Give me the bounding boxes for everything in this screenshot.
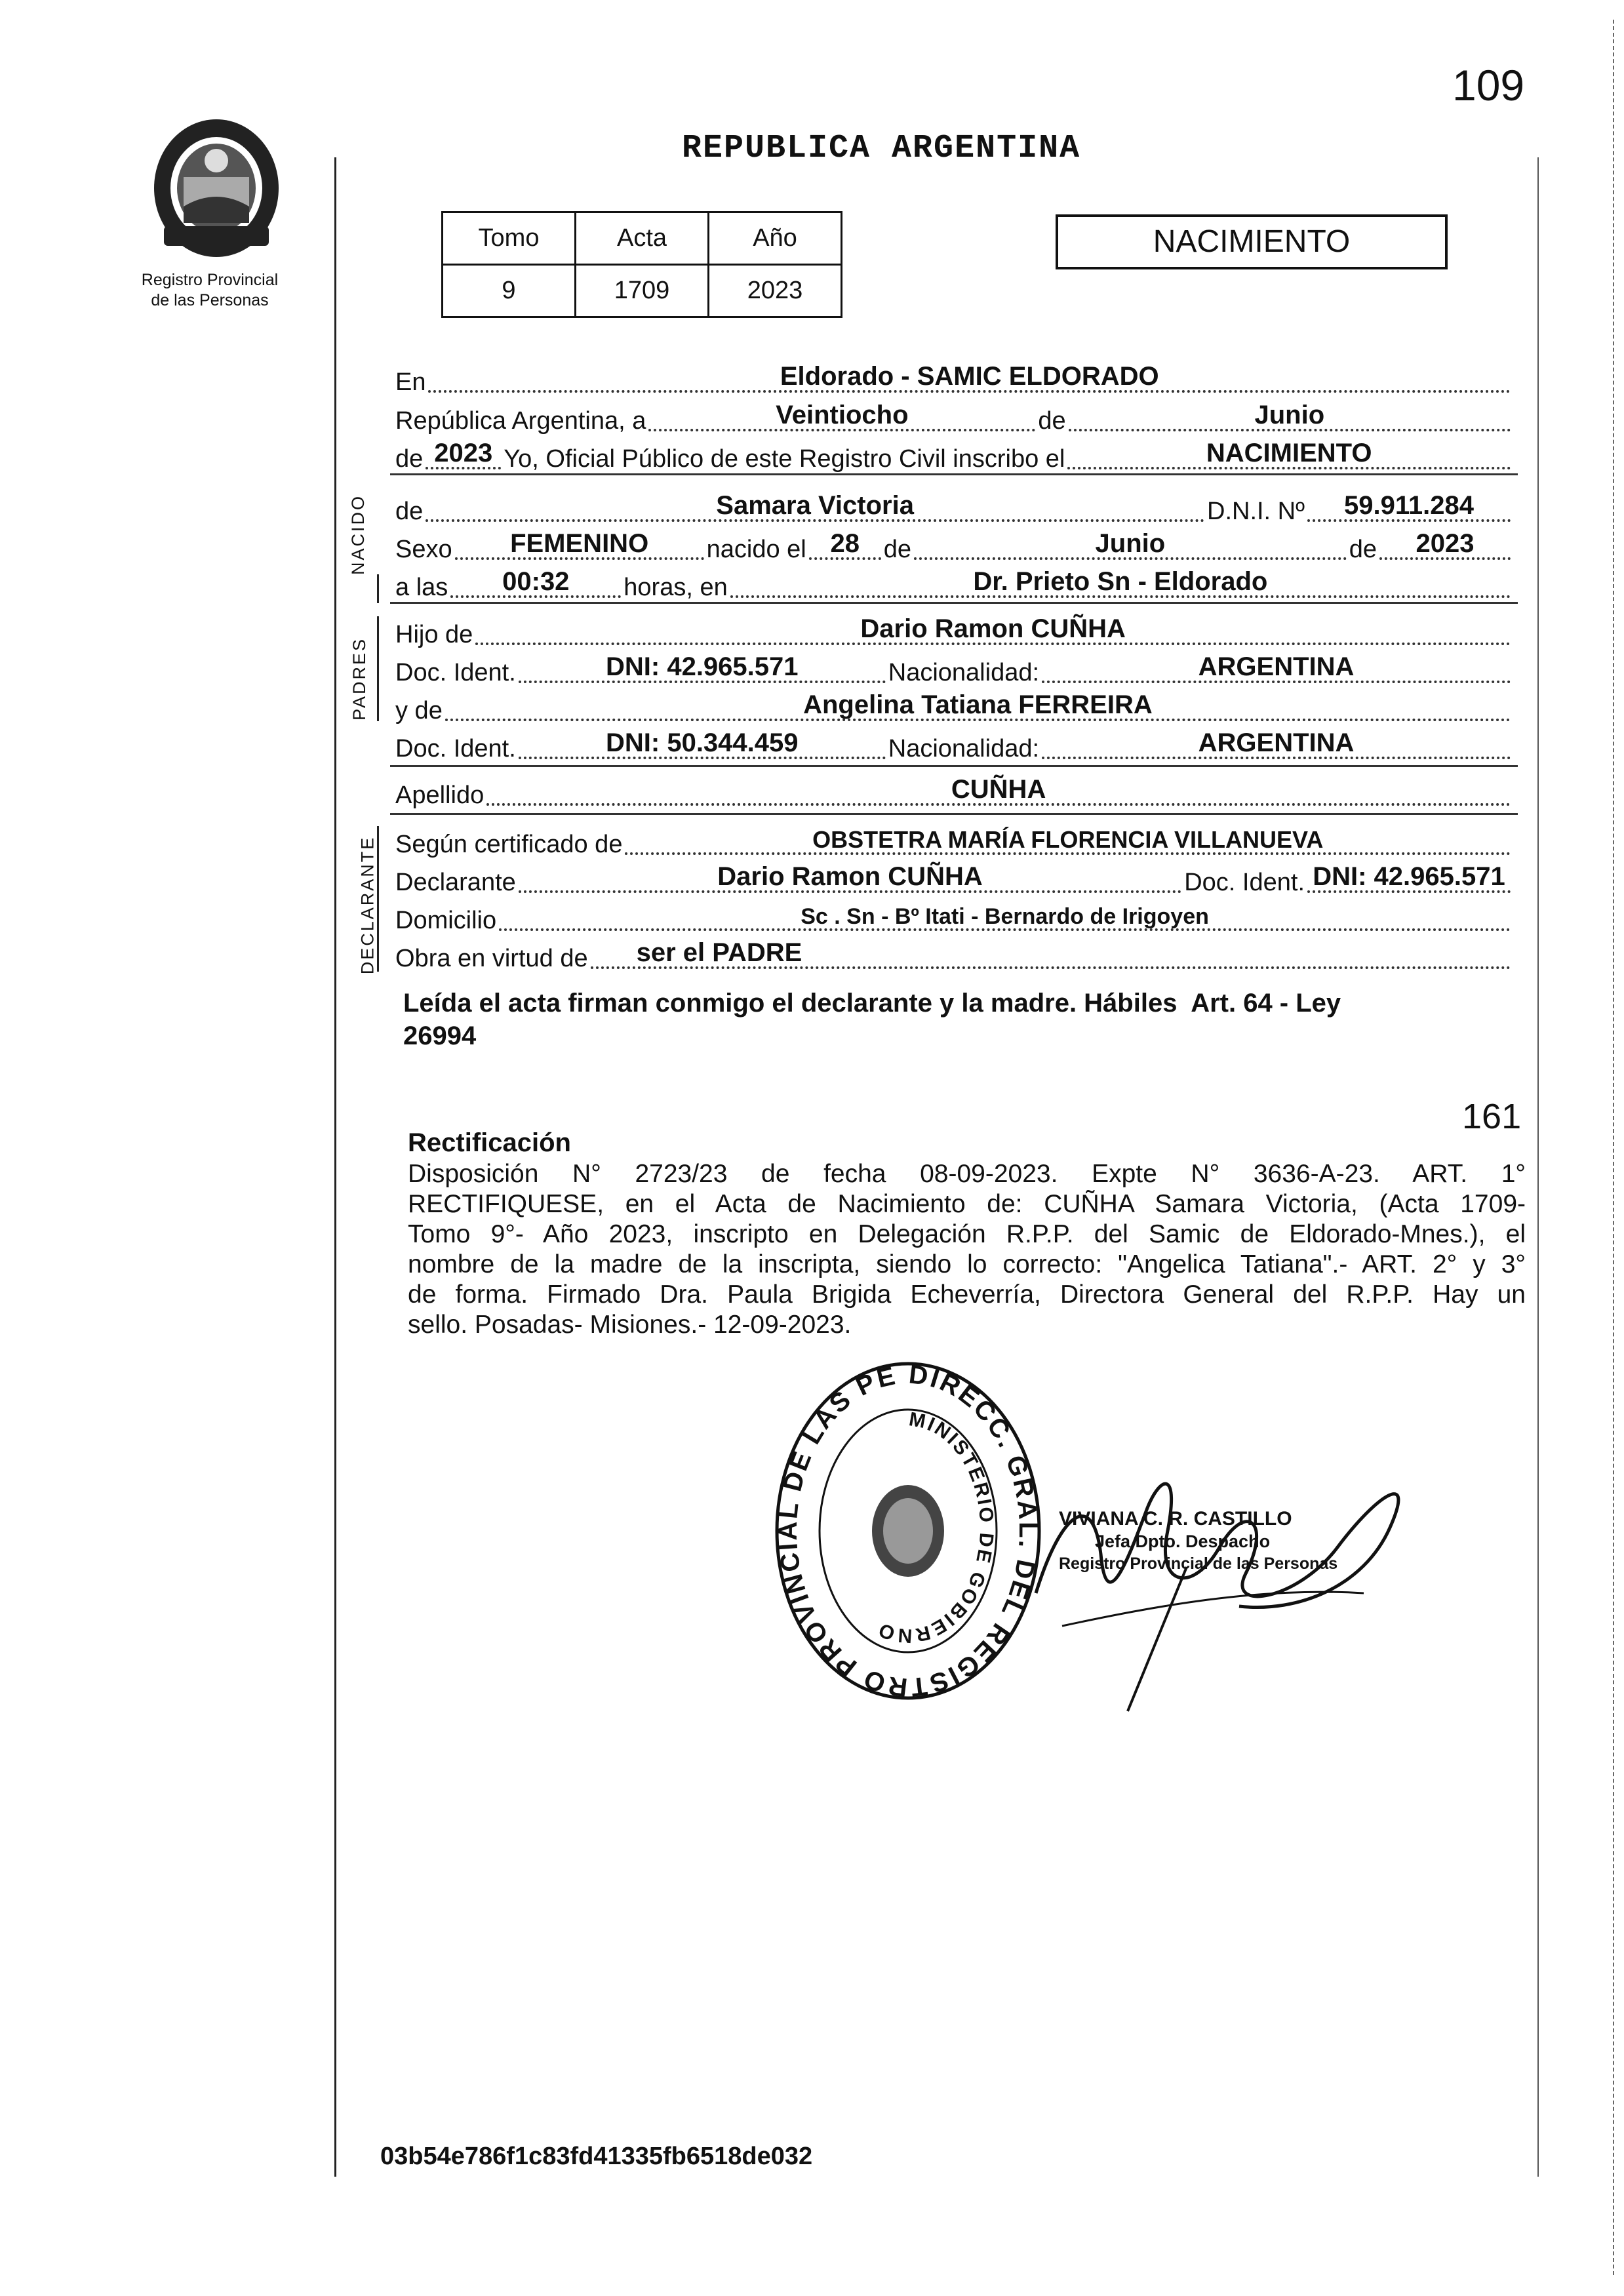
value-father: Dario Ramon CUÑHA <box>860 614 1126 643</box>
value-hour: 00:32 <box>502 567 570 596</box>
value-place: Eldorado - SAMIC ELDORADO <box>780 362 1159 391</box>
rectification-line: Disposición N° 2723/23 de fecha 08-09-2023. Expte N° 3636-A-23. ART. 1° <box>408 1160 1526 1188</box>
bracket-declarante <box>377 826 379 972</box>
rectification-block <box>408 1126 1526 1340</box>
value-declarant: Dario Ramon CUÑHA <box>717 862 983 891</box>
closing-line-2: 26994 <box>403 1021 477 1050</box>
signature-stamp <box>1059 1508 1400 1575</box>
row-declarante <box>395 858 1513 897</box>
rectification-text <box>408 1159 1526 1340</box>
label-nacionalidad: Nacionalidad: <box>888 659 1040 686</box>
section-rule <box>390 813 1518 815</box>
value-mother: Angelina Tatiana FERREIRA <box>803 690 1153 719</box>
label-y-de: y de <box>395 697 443 724</box>
row-apellido <box>395 770 1513 810</box>
rectification-line: nombre de la madre de la inscripta, siendo lo correcto: "Angelica Tatiana".- ART. 2° y 3° <box>408 1250 1526 1278</box>
rectification-line: de forma. Firmado Dra. Paula Brigida Echeverría, Directora General del R.P.P. Hay un <box>408 1280 1526 1309</box>
document-hash: 03b54e786f1c83fd41335fb6518de032 <box>380 2143 813 2170</box>
rectification-title: Rectificación <box>408 1128 571 1157</box>
label-born: nacido el <box>706 536 806 563</box>
section-rule <box>390 602 1518 604</box>
label-en: En <box>395 368 426 396</box>
value-declarant-dni: DNI: 42.965.571 <box>1313 862 1505 891</box>
seal-inner-text: MINISTERIO DE GOBIERNO <box>874 1408 998 1647</box>
label-republica: República Argentina, a <box>395 407 646 435</box>
province-emblem <box>144 115 288 262</box>
stamp-line-3: Registro Provincial de las Personas <box>1059 1554 1338 1573</box>
value-father-dni: DNI: 42.965.571 <box>606 652 799 681</box>
label-dni: D.N.I. Nº <box>1207 498 1305 525</box>
value-father-nationality: ARGENTINA <box>1198 652 1355 681</box>
seal-ring-text: DIRECC. GRAL. DEL REGISTRO PROVINCIAL DE LAS PE <box>773 1360 1042 1702</box>
value-address: Sc . Sn - Bº Itati - Bernardo de Irigoyen <box>801 904 1209 929</box>
row-madre <box>395 686 1513 725</box>
value-born-month: Junio <box>1095 529 1166 558</box>
value-certifier: OBSTETRA MARÍA FLORENCIA VILLANUEVA <box>812 826 1324 853</box>
closing-line-1: Leída el acta firman conmigo el declarante y la madre. Hábiles Art. 64 - Ley <box>403 989 1341 1018</box>
label-doc-ident: Doc. Ident. <box>395 659 516 686</box>
row-obra <box>395 934 1513 973</box>
table-cell: 1709 <box>576 265 709 317</box>
official-seal <box>767 1357 1049 1711</box>
label-de-year: de <box>395 445 424 473</box>
stamp-line-2: Jefa Dpto. Despacho <box>1095 1532 1271 1551</box>
table-cell: 2023 <box>709 265 842 317</box>
margin-number: 161 <box>1462 1097 1522 1136</box>
label-obra: Obra en virtud de <box>395 945 588 972</box>
rectification-line: RECTIFIQUESE, en el Acta de Nacimiento de: CUÑHA Samara Victoria, (Acta 1709- <box>408 1190 1526 1218</box>
table-cell: 9 <box>443 265 576 317</box>
label-domicilio: Domicilio <box>395 907 497 934</box>
stamp-line-1: VIVIANA C. R. CASTILLO <box>1059 1508 1292 1530</box>
row-padre <box>395 610 1513 649</box>
table-header: Año <box>709 212 842 265</box>
document-title: REPUBLICA ARGENTINA <box>682 130 1081 167</box>
label-apellido: Apellido <box>395 782 485 809</box>
label-horas: horas, en <box>624 574 728 601</box>
value-child-dni: 59.911.284 <box>1344 491 1474 520</box>
logo-caption <box>128 270 292 311</box>
row-padre-doc <box>395 648 1513 687</box>
label-de2: de <box>1349 536 1377 563</box>
section-rule <box>390 765 1518 767</box>
value-sex: FEMENINO <box>510 529 649 558</box>
label-a-las: a las <box>395 574 448 601</box>
logo-caption-line1: Registro Provincial <box>141 271 279 289</box>
label-doc-ident: Doc. Ident. <box>395 735 516 762</box>
value-child-name: Samara Victoria <box>716 491 914 520</box>
side-label-nacido: NACIDO <box>348 494 368 576</box>
value-day: Veintiocho <box>776 401 909 429</box>
row-en <box>395 357 1513 397</box>
right-margin-line <box>1537 157 1539 2177</box>
value-born-day: 28 <box>830 529 860 558</box>
value-month: Junio <box>1254 401 1325 429</box>
row-republica <box>395 396 1513 435</box>
page-number: 109 <box>1452 61 1525 109</box>
side-label-padres: PADRES <box>349 637 370 721</box>
table-header: Tomo <box>443 212 576 265</box>
closing-statement <box>403 987 1531 1052</box>
value-mother-dni: DNI: 50.344.459 <box>606 728 799 757</box>
section-rule <box>390 473 1518 475</box>
label-hijo-de: Hijo de <box>395 621 473 648</box>
label-doc-ident: Doc. Ident. <box>1184 869 1305 896</box>
logo-caption-line2: de las Personas <box>151 291 269 309</box>
value-year: 2023 <box>434 439 493 467</box>
rectification-line: Tomo 9°- Año 2023, inscripto en Delegación R.P.P. del Samic de Eldorado-Mnes.), el <box>408 1220 1526 1248</box>
row-madre-doc <box>395 724 1513 763</box>
table-header: Acta <box>576 212 709 265</box>
row-hora <box>395 563 1513 602</box>
label-certificado: Según certificado de <box>395 831 623 858</box>
bracket-nacido <box>377 574 379 603</box>
value-event: NACIMIENTO <box>1206 439 1372 467</box>
label-de-name: de <box>395 498 424 525</box>
value-birth-place: Dr. Prieto Sn - Eldorado <box>973 567 1268 596</box>
label-sexo: Sexo <box>395 536 452 563</box>
row-year <box>395 434 1513 473</box>
record-table <box>441 211 842 318</box>
row-name <box>395 486 1513 526</box>
row-domicilio <box>395 896 1513 935</box>
value-capacity: ser el PADRE <box>636 938 802 967</box>
side-label-declarante: DECLARANTE <box>357 835 378 975</box>
row-certificado <box>395 820 1513 859</box>
value-mother-nationality: ARGENTINA <box>1198 728 1355 757</box>
rectification-line: sello. Posadas- Misiones.- 12-09-2023. <box>408 1311 852 1339</box>
value-born-year: 2023 <box>1416 529 1475 558</box>
value-surname: CUÑHA <box>951 775 1046 804</box>
left-margin-line <box>334 157 336 2177</box>
label-de1: de <box>883 536 912 563</box>
row-sexo <box>395 525 1513 564</box>
inscription-text: Yo, Oficial Público de este Registro Civil inscribo el <box>504 445 1065 473</box>
label-declarante: Declarante <box>395 869 516 896</box>
act-type-box: NACIMIENTO <box>1056 214 1448 269</box>
label-nacionalidad: Nacionalidad: <box>888 735 1040 762</box>
bracket-padres <box>377 616 379 721</box>
label-de: de <box>1038 407 1066 435</box>
far-right-edge-line <box>1613 20 1614 2275</box>
